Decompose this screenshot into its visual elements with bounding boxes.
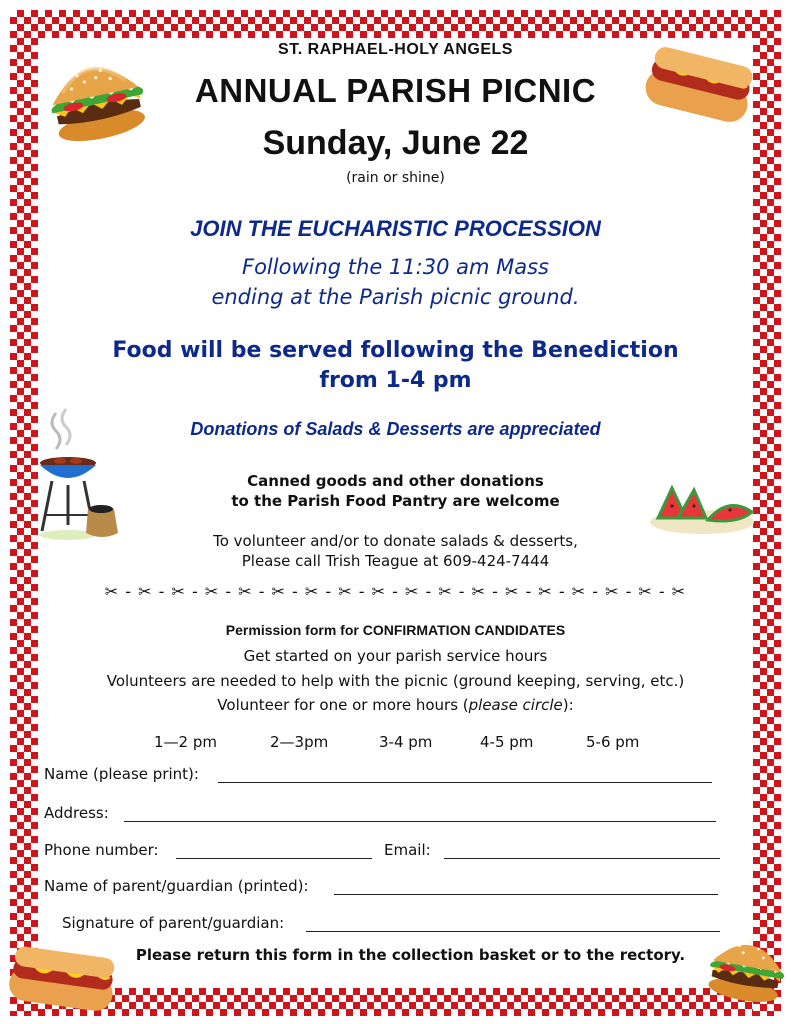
time-slot-3[interactable]: 3-4 pm xyxy=(379,733,433,751)
border-top xyxy=(10,10,781,38)
time-slot-1[interactable]: 1—2 pm xyxy=(154,733,217,751)
volunteer-contact-line-2: Please call Trish Teague at 609-424-7444 xyxy=(241,552,550,570)
grill-icon xyxy=(38,405,124,545)
watermelon-icon xyxy=(648,482,758,540)
signature-label: Signature of parent/guardian: xyxy=(62,914,285,932)
time-slot-options xyxy=(0,733,791,755)
address-field[interactable] xyxy=(124,821,716,822)
procession-line-2: ending at the Parish picnic ground. xyxy=(211,285,580,309)
event-title: ANNUAL PARISH PICNIC xyxy=(194,72,597,109)
cut-line: ✂ - ✂ - ✂ - ✂ - ✂ - ✂ - ✂ - ✂ - ✂ - ✂ - ✂ - ✂ - ✂ - ✂ - ✂ - ✂ - ✂ - ✂ xyxy=(104,582,687,601)
pantry-line-1: Canned goods and other donations xyxy=(247,472,544,490)
pantry-line-2: to the Parish Food Pantry are welcome xyxy=(231,492,560,510)
parent-name-label: Name of parent/guardian (printed): xyxy=(44,877,309,895)
form-intro-1: Get started on your parish service hours xyxy=(243,647,548,665)
procession-title: JOIN THE EUCHARISTIC PROCESSION xyxy=(190,216,601,241)
weather-note: (rain or shine) xyxy=(346,170,445,186)
signature-field[interactable] xyxy=(306,931,720,932)
form-title: Permission form for CONFIRMATION CANDIDATES xyxy=(225,622,566,638)
hotdog-icon xyxy=(6,942,118,1020)
time-slot-5[interactable]: 5-6 pm xyxy=(586,733,640,751)
donations-note: Donations of Salads & Desserts are appreciated xyxy=(190,419,601,439)
form-intro-3-prefix: Volunteer for one or more hours ( xyxy=(217,696,469,714)
border-bottom xyxy=(10,988,781,1016)
form-intro-3-suffix: ): xyxy=(562,696,574,714)
email-label: Email: xyxy=(384,841,431,859)
parent-name-field[interactable] xyxy=(334,894,718,895)
name-label: Name (please print): xyxy=(44,765,199,783)
form-intro-3 xyxy=(0,696,791,714)
food-line-2: from 1-4 pm xyxy=(319,368,472,393)
form-intro-3-italic: please circle xyxy=(468,696,563,714)
form-intro-2: Volunteers are needed to help with the picnic (ground keeping, serving, etc.) xyxy=(106,672,685,690)
phone-label: Phone number: xyxy=(44,841,159,859)
time-slot-4[interactable]: 4-5 pm xyxy=(480,733,534,751)
hamburger-icon xyxy=(42,46,150,150)
event-date: Sunday, June 22 xyxy=(262,124,529,162)
hamburger-icon xyxy=(704,926,790,1010)
food-line-1: Food will be served following the Benediction xyxy=(112,338,679,363)
email-field[interactable] xyxy=(444,858,720,859)
time-slot-2[interactable]: 2—3pm xyxy=(270,733,329,751)
name-field[interactable] xyxy=(218,782,712,783)
parish-name: ST. RAPHAEL-HOLY ANGELS xyxy=(278,41,513,58)
hotdog-icon xyxy=(641,44,757,128)
phone-field[interactable] xyxy=(176,858,372,859)
procession-line-1: Following the 11:30 am Mass xyxy=(242,255,549,279)
return-instructions: Please return this form in the collection basket or to the rectory. xyxy=(135,946,686,964)
volunteer-contact-line-1: To volunteer and/or to donate salads & desserts, xyxy=(213,532,578,550)
address-label: Address: xyxy=(44,804,109,822)
